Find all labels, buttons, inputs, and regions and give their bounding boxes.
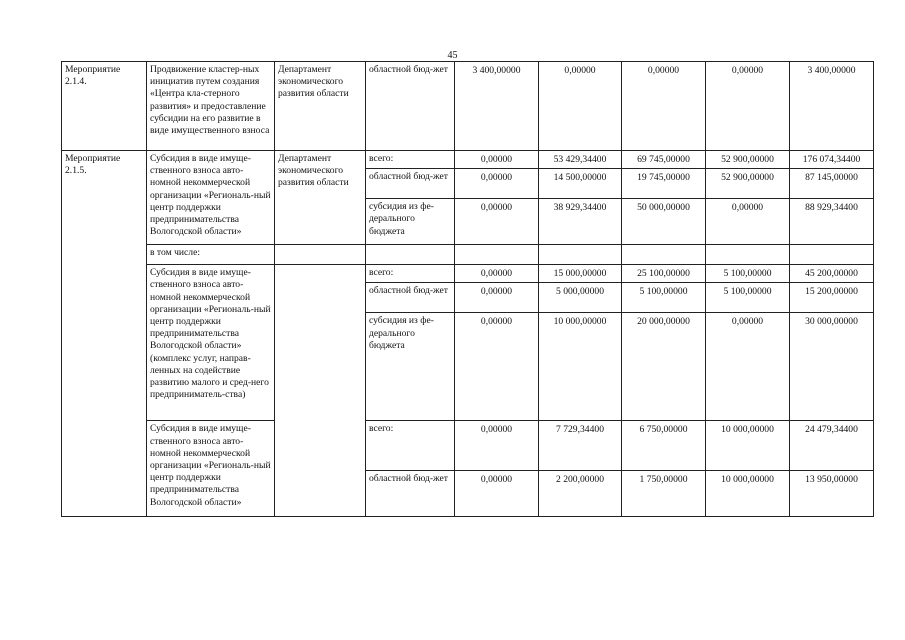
value-cell: 0,00000	[706, 199, 790, 245]
value-cell: 52 900,00000	[706, 169, 790, 199]
value-cell: 0,00000	[455, 169, 539, 199]
value-cell: 1 750,00000	[622, 471, 706, 517]
event-executor: Департамент экономического развития области	[275, 62, 366, 151]
value-cell: 0,00000	[455, 199, 539, 245]
value-cell: 53 429,34400	[539, 151, 622, 169]
value-cell: 13 950,00000	[790, 471, 874, 517]
table-row	[62, 62, 874, 151]
value-cell: 38 929,34400	[539, 199, 622, 245]
funding-source: субсидия из фе-дерального бюджета	[366, 199, 455, 245]
value-cell: 0,00000	[455, 151, 539, 169]
funding-source: областной бюд-жет	[366, 471, 455, 517]
table-row	[62, 421, 874, 471]
funding-source: областной бюд-жет	[366, 62, 455, 151]
value-cell: 6 750,00000	[622, 421, 706, 471]
budget-table	[61, 61, 874, 517]
event-name: Продвижение кластер-ных инициатив путем создания «Центра кла-стерного развития» и предоставление субсидии на его развитие в виде имущественного взноса	[147, 62, 275, 151]
value-cell: 15 000,00000	[539, 265, 622, 283]
value-cell: 5 100,00000	[622, 283, 706, 313]
page-number: 45	[447, 50, 458, 61]
value-cell: 10 000,00000	[539, 313, 622, 421]
value-cell: 5 100,00000	[706, 283, 790, 313]
value-cell: 30 000,00000	[790, 313, 874, 421]
event-code: Мероприятие 2.1.5.	[62, 151, 147, 517]
funding-source: всего:	[366, 421, 455, 471]
value-cell: 20 000,00000	[622, 313, 706, 421]
event-code: Мероприятие 2.1.4.	[62, 62, 147, 151]
funding-source: всего:	[366, 151, 455, 169]
funding-source: областной бюд-жет	[366, 283, 455, 313]
value-cell: 3 400,00000	[455, 62, 539, 151]
value-cell: 0,00000	[455, 471, 539, 517]
value-cell: 19 745,00000	[622, 169, 706, 199]
value-cell: 24 479,34400	[790, 421, 874, 471]
subsidy-name: Субсидия в виде имуще-ственного взноса авто-номной некоммерческой организации «Региональ-ный центр поддержки предпринимательства Вологодской области» (комплекс услуг, направ-ленных на содействие развитию малого и сред-него предприниматель-ства)	[147, 265, 275, 421]
value-cell: 0,00000	[455, 265, 539, 283]
value-cell: 176 074,34400	[790, 151, 874, 169]
funding-source: всего:	[366, 265, 455, 283]
value-cell: 45 200,00000	[790, 265, 874, 283]
event-name: Субсидия в виде имуще-ственного взноса авто-номной некоммерческой организации «Региональ-ный центр поддержки предпринимательства Вологодской области»	[147, 151, 275, 245]
table-row	[62, 151, 874, 169]
table-row	[62, 265, 874, 283]
subsidy-name: Субсидия в виде имуще-ственного взноса авто-номной некоммерческой организации «Региональ-ный центр поддержки предпринимательства Вологодской области»	[147, 421, 275, 517]
value-cell: 5 000,00000	[539, 283, 622, 313]
value-cell: 52 900,00000	[706, 151, 790, 169]
value-cell: 7 729,34400	[539, 421, 622, 471]
funding-source: областной бюд-жет	[366, 169, 455, 199]
event-executor: Департамент экономического развития области	[275, 151, 366, 245]
value-cell: 14 500,00000	[539, 169, 622, 199]
value-cell: 10 000,00000	[706, 471, 790, 517]
funding-source: субсидия из фе-дерального бюджета	[366, 313, 455, 421]
value-cell: 0,00000	[455, 313, 539, 421]
value-cell: 0,00000	[706, 313, 790, 421]
value-cell: 0,00000	[455, 421, 539, 471]
value-cell: 0,00000	[622, 62, 706, 151]
value-cell: 0,00000	[539, 62, 622, 151]
value-cell: 5 100,00000	[706, 265, 790, 283]
value-cell: 25 100,00000	[622, 265, 706, 283]
value-cell: 3 400,00000	[790, 62, 874, 151]
value-cell: 2 200,00000	[539, 471, 622, 517]
value-cell: 50 000,00000	[622, 199, 706, 245]
value-cell: 0,00000	[455, 283, 539, 313]
value-cell: 15 200,00000	[790, 283, 874, 313]
value-cell: 69 745,00000	[622, 151, 706, 169]
value-cell: 87 145,00000	[790, 169, 874, 199]
value-cell: 0,00000	[706, 62, 790, 151]
in-that-label: в том числе:	[147, 245, 275, 265]
value-cell: 88 929,34400	[790, 199, 874, 245]
value-cell: 10 000,00000	[706, 421, 790, 471]
table-row	[62, 245, 874, 265]
